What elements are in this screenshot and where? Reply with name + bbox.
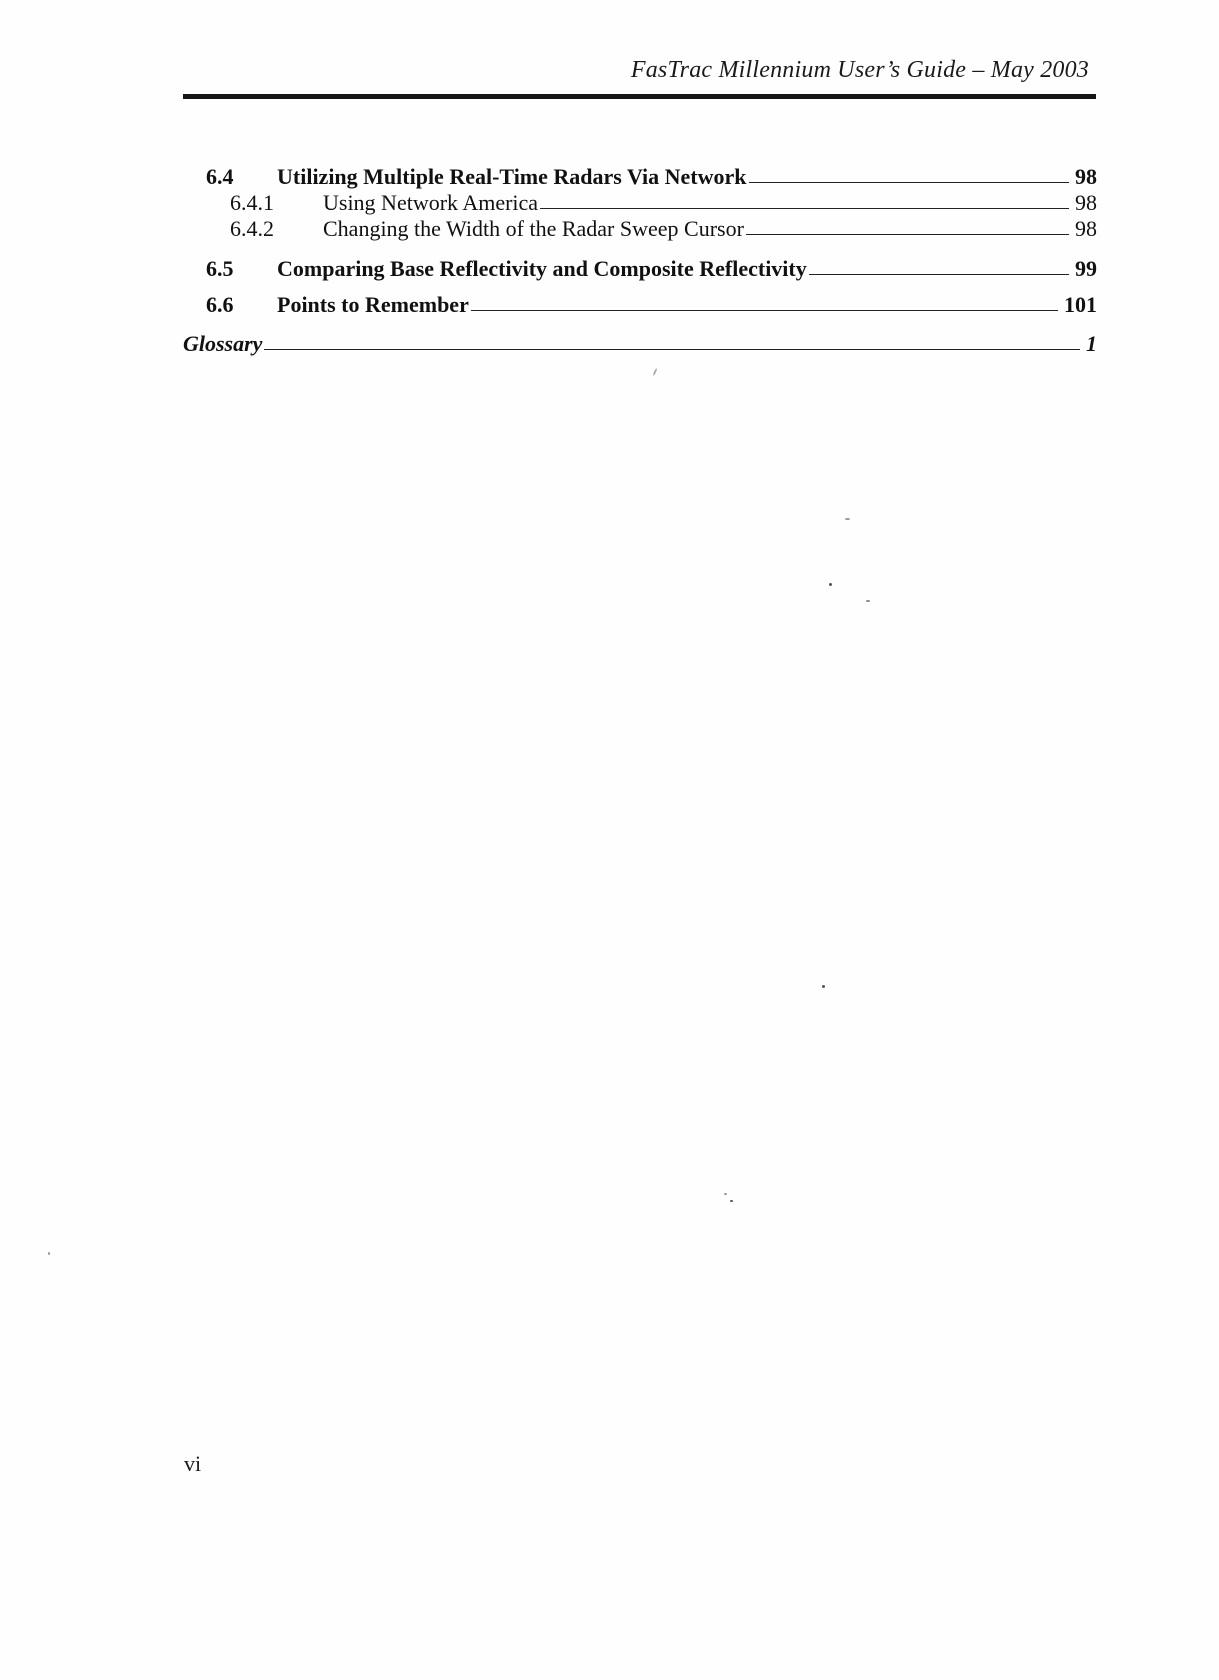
toc-entry-6-4-2[interactable] <box>230 216 1097 242</box>
scan-speck <box>48 1252 50 1255</box>
scan-speck <box>829 583 832 586</box>
leader-line <box>809 274 1069 275</box>
toc-entry-number: 6.4 <box>206 164 234 189</box>
toc-entry-6-6[interactable] <box>206 292 1097 318</box>
toc-entry-page: 1 <box>1086 331 1097 356</box>
toc-entry-title: Points to Remember <box>277 292 469 317</box>
toc-entry-number: 6.6 <box>206 292 234 317</box>
scan-speck <box>822 985 825 988</box>
running-header: FasTrac Millennium User’s Guide – May 2003 <box>630 57 1089 83</box>
toc-entry-number: 6.4.2 <box>230 216 274 241</box>
toc-entry-title: Glossary <box>183 331 263 356</box>
scan-speck <box>845 518 850 520</box>
toc-entry-6-4[interactable] <box>206 164 1097 190</box>
leader-line <box>264 349 1080 350</box>
leader-line <box>749 182 1070 183</box>
leader-line <box>746 234 1069 235</box>
toc-entry-title: Changing the Width of the Radar Sweep Cursor <box>323 216 744 241</box>
toc-entry-page: 98 <box>1075 216 1097 241</box>
page-number: vi <box>184 1451 202 1476</box>
toc-entry-page: 99 <box>1075 256 1097 281</box>
toc-entry-glossary[interactable] <box>183 331 1097 357</box>
toc-entry-page: 101 <box>1064 292 1097 317</box>
toc-entry-title: Using Network America <box>323 190 539 215</box>
leader-line <box>540 208 1069 209</box>
scan-speck <box>652 368 657 376</box>
toc-entry-page: 98 <box>1075 164 1097 189</box>
toc-entry-6-5[interactable] <box>206 256 1097 282</box>
toc-entry-title: Comparing Base Reflectivity and Composite Reflectivity <box>277 256 807 281</box>
toc-entry-6-4-1[interactable] <box>230 190 1097 216</box>
scan-speck <box>724 1193 727 1195</box>
toc-entry-page: 98 <box>1075 190 1097 215</box>
toc-entry-number: 6.4.1 <box>230 190 274 215</box>
toc-entry-number: 6.5 <box>206 256 234 281</box>
scan-speck <box>730 1200 733 1202</box>
header-rule <box>183 94 1096 99</box>
toc-entry-title: Utilizing Multiple Real-Time Radars Via Network <box>277 164 747 189</box>
scan-speck <box>866 600 870 602</box>
leader-line <box>471 310 1058 311</box>
